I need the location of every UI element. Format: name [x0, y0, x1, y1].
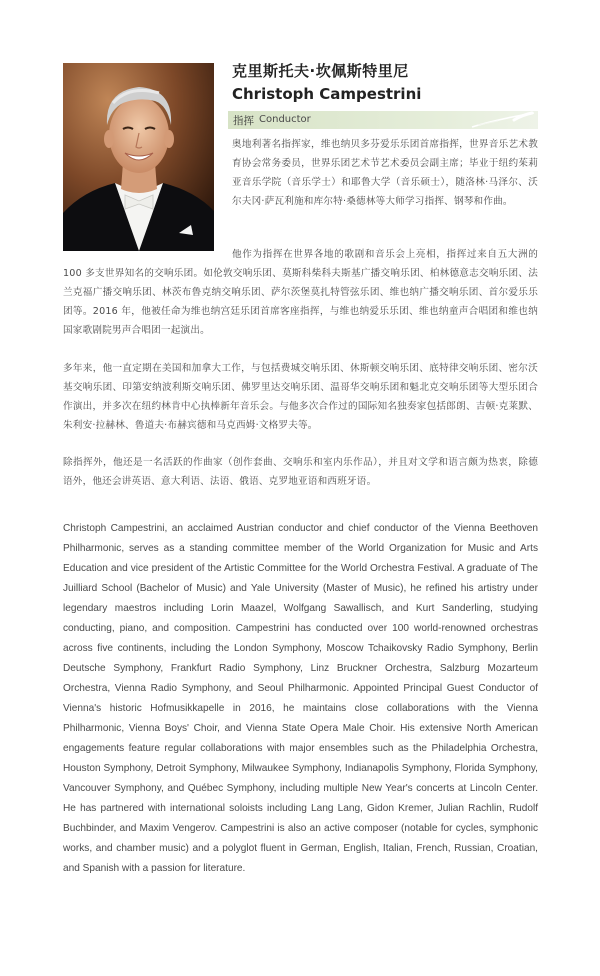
name-chinese: 克里斯托夫·坎佩斯特里尼 — [232, 62, 409, 80]
portrait-illustration — [63, 63, 214, 251]
baton-icon — [468, 111, 538, 129]
role-banner — [228, 111, 538, 129]
role-english: Conductor — [259, 113, 311, 125]
portrait-photo — [63, 63, 214, 251]
bio-zh-paragraph: 多年来，他一直定期在美国和加拿大工作，与包括费城交响乐团、休斯顿交响乐团、底特律交响乐团、密尔沃基交响乐团、印第安纳波利斯交响乐团、佛罗里达交响乐团、温哥华交响乐团和魁北克交响乐团等大型乐团合作演出，并多次在纽约林肯中心执棒新年音乐会。与他多次合作过的国际知名独奏家包括郎朗、吉顿·克莱默、朱利安·拉赫林、鲁道夫·布赫宾德和马克西姆·文格罗夫等。 — [63, 363, 538, 431]
bio-zh-paragraph: 除指挥外，他还是一名活跃的作曲家（创作套曲、交响乐和室内乐作品），并且对文学和语言颇为热衷，除德语外，他还会讲英语、意大利语、法语、俄语、克罗地亚语和西班牙语。 — [63, 457, 538, 487]
name-english: Christoph Campestrini — [232, 85, 422, 103]
role-chinese: 指挥 — [233, 115, 254, 127]
bio-zh-paragraph: 他作为指挥在世界各地的歌剧和音乐会上亮相，指挥过来自五大洲的 100 多支世界知名的交响乐团。如伦敦交响乐团、莫斯科柴科夫斯基广播交响乐团、柏林德意志交响乐团、法兰克福广播交响乐团、林茨布鲁克纳交响乐团、萨尔茨堡莫扎特管弦乐团、维也纳广播交响乐团、首尔爱乐乐团等。2016 年，他被任命为维也纳宫廷乐团首席客座指挥，与维也纳爱乐乐团、维也纳童声合唱团和维也纳国家歌剧院男声合唱团一起演出。 — [63, 249, 538, 336]
bio-en-paragraph: Christoph Campestrini, an acclaimed Austrian conductor and chief conductor of the Vienna Beethoven Philharmonic, serves as a standing committee member of the World Organization for Music and Arts Education and vice president of the Artistic Committee for the World Orchestra Festival. A graduate of The Juilliard School (Bachelor of Music) and Yale University (Master of Music), he refined his artistry under legendary maestros including Lorin Maazel, Wolfgang Sawallisch, and Kurt Sanderling, studying conducting, piano, and composition. Campestrini has conducted over 100 world-renowned orchestras across five continents, including the London Symphony, Moscow Tchaikovsky Radio Symphony, Berlin Deutsche Symphony, Frankfurt Radio Symphony, Linz Bruckner Orchestra, Salzburg Mozarteum Orchestra, Vienna Radio Symphony, and Seoul Philharmonic. Appointed Principal Guest Conductor of Vienna's historic Hofmusikkapelle in 2016, he maintains close collaborations with the Vienna Philharmonic, Vienna Boys' Choir, and Vienna State Opera Male Choir. His extensive North American engagements feature regular collaborations with major ensembles such as the Philadelphia Orchestra, Houston Symphony, Detroit Symphony, Milwaukee Symphony, Indianapolis Symphony, Florida Symphony, Vancouver Symphony, and Québec Symphony, including multiple New Year's concerts at Lincoln Center. He has partnered with international soloists including Lang Lang, Gidon Kremer, Julian Rachlin, Rudolf Buchbinder, and Maxim Vengerov. Campestrini is also an active composer (notable for cycles, symphonic works, and chamber music) and a polyglot fluent in German, English, Italian, French, Russian, Croatian, and Spanish with a passion for literature. — [63, 523, 538, 874]
bio-zh-paragraph: 奥地利著名指挥家，维也纳贝多芬爱乐乐团首席指挥，世界音乐艺术教育协会常务委员，世界乐团艺术节艺术委员会副主席；毕业于纽约茱莉亚音乐学院（音乐学士）和耶鲁大学（音乐硕士），随洛林·马泽尔、沃尔夫冈·萨瓦利施和库尔特·桑德林等大师学习指挥、钢琴和作曲。 — [232, 139, 538, 207]
